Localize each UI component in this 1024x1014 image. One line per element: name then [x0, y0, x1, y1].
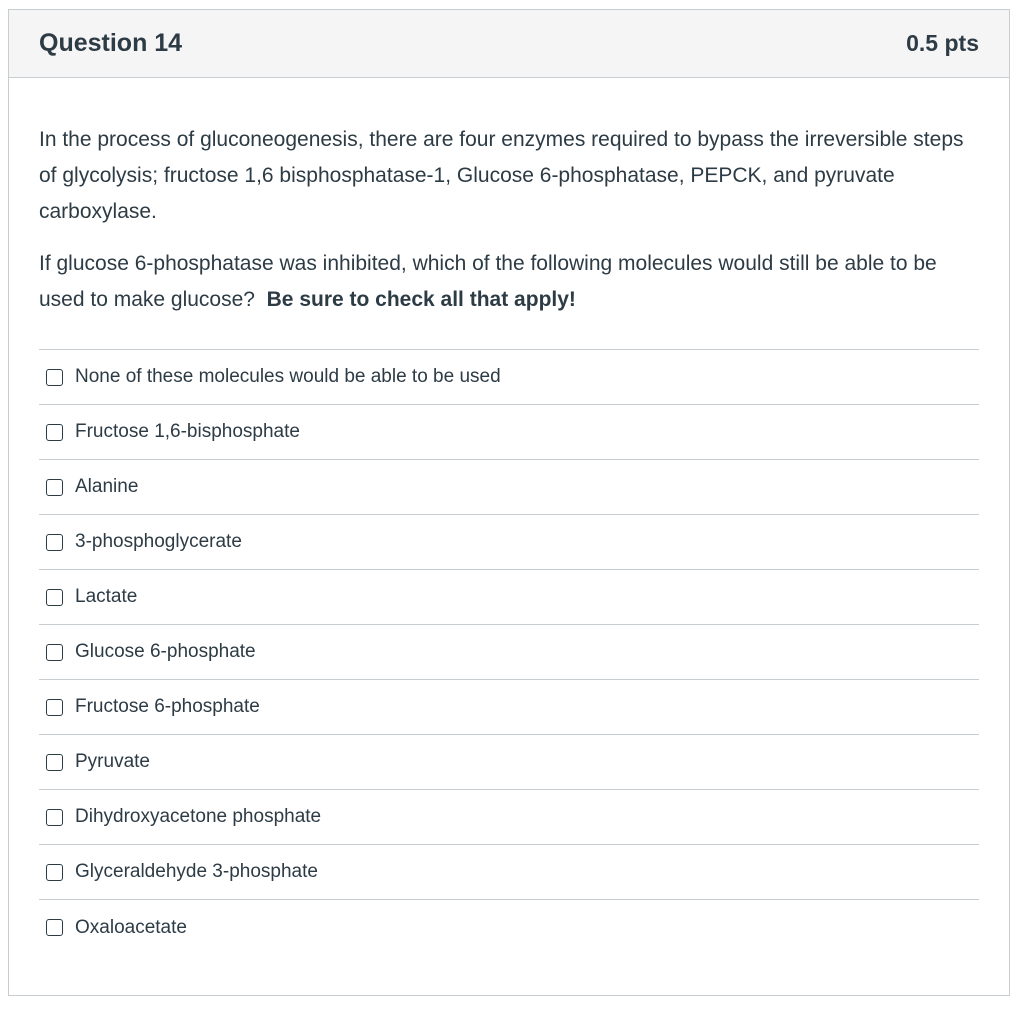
answer-label: Alanine [75, 476, 139, 497]
answer-option[interactable] [39, 405, 979, 460]
checkbox[interactable] [46, 699, 63, 716]
checkbox[interactable] [46, 809, 63, 826]
question-card [8, 9, 1010, 996]
answer-option[interactable] [39, 350, 979, 405]
answer-option[interactable] [39, 625, 979, 680]
answer-option[interactable] [39, 570, 979, 625]
checkbox[interactable] [46, 754, 63, 771]
checkbox[interactable] [46, 919, 63, 936]
checkbox[interactable] [46, 479, 63, 496]
answer-label: Lactate [75, 586, 138, 607]
question-paragraph-1: In the process of gluconeogenesis, there are four enzymes required to bypass the irreversible steps of glycolysis; fructose 1,6 bisphosphatase-1, Glucose 6-phosphatase, PEPCK, and pyruvate carboxylase. [39, 128, 964, 223]
question-instruction-bold: Be sure to check all that apply! [266, 288, 576, 311]
answer-option[interactable] [39, 790, 979, 845]
question-header [9, 10, 1009, 78]
answer-option[interactable] [39, 460, 979, 515]
checkbox[interactable] [46, 534, 63, 551]
checkbox[interactable] [46, 864, 63, 881]
answer-option[interactable] [39, 680, 979, 735]
answer-label: None of these molecules would be able to be used [75, 366, 501, 387]
checkbox[interactable] [46, 424, 63, 441]
answer-label: Dihydroxyacetone phosphate [75, 806, 322, 827]
question-prompt-text: If glucose 6-phosphatase was inhibited, which of the following molecules would still be able to be used to make glucose? [39, 252, 937, 311]
answer-option[interactable] [39, 900, 979, 955]
answer-label: Pyruvate [75, 751, 150, 772]
question-title: Question 14 [39, 29, 183, 57]
answer-option[interactable] [39, 735, 979, 790]
checkbox[interactable] [46, 589, 63, 606]
answer-option[interactable] [39, 515, 979, 570]
question-paragraph-2 [39, 246, 979, 318]
answer-label: 3-phosphoglycerate [75, 531, 242, 552]
answer-label: Fructose 1,6-bisphosphate [75, 421, 300, 442]
answer-list [39, 349, 979, 955]
answer-option[interactable] [39, 845, 979, 900]
answer-label: Glyceraldehyde 3-phosphate [75, 861, 318, 882]
answer-label: Oxaloacetate [75, 916, 187, 938]
question-points: 0.5 pts [906, 30, 979, 56]
question-body [9, 78, 1009, 955]
answer-label: Glucose 6-phosphate [75, 641, 256, 662]
checkbox[interactable] [46, 644, 63, 661]
answer-label: Fructose 6-phosphate [75, 696, 260, 717]
checkbox[interactable] [46, 369, 63, 386]
